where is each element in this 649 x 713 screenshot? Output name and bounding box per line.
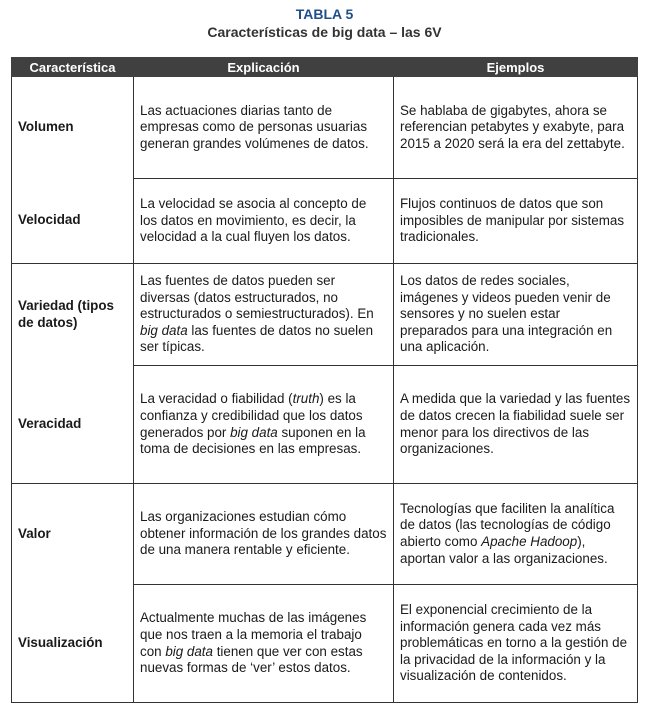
explanation-cell [134,484,394,585]
examples-cell [394,264,638,366]
header-characteristic: Característica [12,58,134,77]
text-run: La veracidad o fiabilidad ( [140,391,293,407]
characteristic-cell: Velocidad [12,179,134,264]
characteristic-cell: Volumen [12,77,134,179]
table-title: Características de big data – las 6V [207,24,442,40]
table-number: TABLA 5 [295,6,354,22]
text-run: ) es la confianza y credibilidad que los datos generados por [140,391,363,440]
table-row [12,484,638,585]
header-explanation: Explicación [134,58,394,77]
examples-cell [394,484,638,585]
text-run: Se hablaba de gigabytes, ahora se referencian petabytes y exabyte, para 2015 a 2020 será la era del zettabyte. [400,102,625,151]
examples-cell [394,366,638,484]
characteristic-cell: Veracidad [12,366,134,484]
text-run: Las organizaciones estudian cómo obtener información de los grandes datos de una manera rentable y eficiente. [140,509,387,558]
table-row [12,264,638,366]
table-row [12,585,638,703]
text-run: tienen que ver con estas nuevas formas de ‘ver’ estos datos. [140,643,363,676]
text-run: Las fuentes de datos pueden ser diversas (datos estructurados, no estructurados o semiestructurados). En [140,273,374,322]
table-row [12,366,638,484]
examples-cell [394,179,638,264]
italic-term: Apache Hadoop [481,534,578,549]
characteristic-cell: Variedad (tipos de datos) [12,264,134,366]
text-run: ), aportan valor a las organizaciones. [400,534,608,566]
table-row [12,77,638,179]
text-run: La velocidad se asocia al concepto de los datos en movimiento, es decir, la velocidad a la cual fluyen los datos. [140,196,367,245]
header-examples: Ejemplos [394,58,638,77]
text-run: A medida que la variedad y las fuentes de datos crecen la fiabilidad suele ser menor para los directivos de las organizaciones. [400,391,631,457]
characteristic-cell: Visualización [12,585,134,703]
text-run: Tecnologías que faciliten la analítica de datos (las tecnologías de código abierto como [400,500,615,549]
text-run: Flujos continuos de datos que son imposibles de manipular por sistemas tradicionales. [400,196,625,245]
text-run: Los datos de redes sociales, imágenes y videos pueden venir de sensores y no suelen estar preparados para una integración en una aplicación. [400,273,613,355]
explanation-cell [134,585,394,703]
explanation-cell [134,264,394,366]
table-header-row [12,58,638,77]
explanation-cell [134,366,394,484]
italic-term: big data [165,643,213,659]
text-run: Las actuaciones diarias tanto de empresas como de personas usuarias generan grandes volúmenes de datos. [140,102,369,151]
examples-cell [394,77,638,179]
table-row [12,179,638,264]
italic-term: big data [230,424,278,440]
text-run: suponen en la toma de decisiones en las empresas. [140,424,366,457]
table-caption [0,0,649,41]
italic-term: truth [292,391,320,407]
explanation-cell [134,179,394,264]
text-run: Actualmente muchas de las imágenes que nos traen a la memoria el trabajo con [140,610,367,659]
text-run: El exponencial crecimiento de la información genera cada vez más problemáticas en torno a la gestión de la privacidad de la información y la visualización de contenidos. [400,602,628,684]
examples-cell [394,585,638,703]
text-run: las fuentes de datos no suelen ser típicas. [140,322,374,355]
explanation-cell [134,77,394,179]
characteristics-table [11,57,638,703]
characteristic-cell: Valor [12,484,134,585]
italic-term: big data [140,322,188,338]
